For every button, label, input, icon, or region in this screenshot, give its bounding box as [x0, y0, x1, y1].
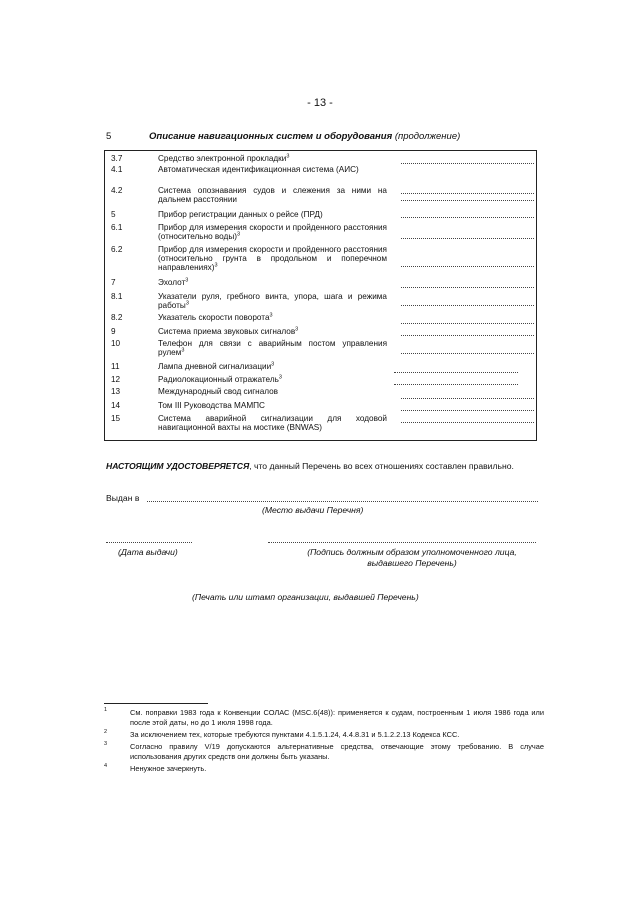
section-continuation: (продолжение)	[394, 131, 461, 142]
item-text: Средство электронной прокладки$^3$	[158, 153, 290, 163]
certification-rest: , что данный Перечень во всех отношениях составлен правильно.	[249, 461, 514, 471]
issue-date-caption: (Дата выдачи)	[118, 547, 178, 557]
equipment-table	[104, 150, 537, 441]
issue-place-field[interactable]	[147, 501, 538, 502]
item-number: 15	[111, 414, 121, 423]
entry-line[interactable]	[394, 383, 518, 385]
item-text: Телефон для связи с аварийным постом управления рулем$^3$	[158, 339, 387, 357]
item-text: Лампа дневной сигнализации$^3$	[158, 361, 275, 371]
entry-line[interactable]	[401, 352, 534, 354]
item-number: 7	[111, 278, 116, 287]
seal-caption: (Печать или штамп организации, выдавшей Перечень)	[192, 592, 419, 602]
footnote-mark: 1	[104, 707, 108, 713]
signature-field[interactable]	[268, 542, 536, 543]
issued-at-label: Выдан в	[106, 493, 140, 503]
item-text: Том III Руководства МАМПС	[158, 401, 265, 410]
item-text: Прибор регистрации данных о рейсе (ПРД)	[158, 210, 323, 219]
footnote-mark: 3	[104, 741, 108, 747]
item-number: 14	[111, 401, 121, 410]
item-text: Радиолокационный отражатель$^3$	[158, 374, 282, 384]
item-text: Автоматическая идентификационная система (АИС)	[158, 165, 359, 174]
footnote-text: См. поправки 1983 года к Конвенции СОЛАС (MSC.6(48)): применяется к судам, построенным 1 июля 1986 года или после этой даты, но до 1 июля 1998 года.	[130, 708, 544, 727]
entry-line[interactable]	[401, 192, 534, 194]
footnote-mark: 2	[104, 729, 108, 735]
entry-line[interactable]	[401, 397, 534, 399]
entry-line[interactable]	[401, 265, 534, 267]
entry-line[interactable]	[394, 371, 518, 373]
item-text: Прибор для измерения скорости и пройденного расстояния (относительно грунта в продольном и поперечном направлениях)$^3$	[158, 245, 387, 272]
item-text: Указатели руля, гребного винта, упора, шага и режима работы$^3$	[158, 292, 387, 310]
entry-line[interactable]	[401, 199, 534, 201]
item-text: Система приема звуковых сигналов$^3$	[158, 326, 299, 336]
section-number: 5	[106, 131, 112, 142]
item-number: 12	[111, 375, 121, 384]
item-number: 6.2	[111, 245, 123, 254]
section-title-text: Описание навигационных систем и оборудования	[149, 131, 393, 142]
certification-statement	[106, 461, 514, 471]
entry-line[interactable]	[401, 334, 534, 336]
entry-line[interactable]	[401, 322, 534, 324]
entry-line[interactable]	[401, 237, 534, 239]
item-number: 5	[111, 210, 116, 219]
entry-line[interactable]	[401, 286, 534, 288]
footnote-divider	[104, 703, 208, 704]
entry-line[interactable]	[401, 421, 534, 423]
page-number: - 13 -	[307, 97, 333, 109]
item-number: 4.1	[111, 165, 123, 174]
issue-date-field[interactable]	[106, 542, 192, 543]
item-text: Указатель скорости поворота$^3$	[158, 312, 273, 322]
item-text: Эхолот$^3$	[158, 277, 189, 287]
signature-caption: (Подпись должным образом уполномоченного лица, выдавшего Перечень)	[307, 547, 517, 568]
item-text: Международный свод сигналов	[158, 387, 279, 396]
entry-line[interactable]	[401, 216, 534, 218]
item-text: Система аварийной сигнализации для ходовой навигационной вахты на мостике (BNWAS)	[158, 414, 387, 432]
footnote-text: Ненужное зачеркнуть.	[130, 764, 207, 773]
section-title	[149, 131, 460, 142]
item-number: 11	[111, 362, 120, 371]
entry-line[interactable]	[401, 162, 534, 164]
item-number: 3.7	[111, 154, 123, 163]
entry-line[interactable]	[401, 304, 534, 306]
certification-lead: НАСТОЯЩИМ УДОСТОВЕРЯЕТСЯ	[106, 461, 250, 471]
item-number: 10	[111, 339, 121, 348]
entry-line[interactable]	[401, 409, 534, 411]
footnote-text: За исключением тех, которые требуются пунктами 4.1.5.1.24, 4.4.8.31 и 5.1.2.2.13 Кодекса КСС.	[130, 730, 460, 739]
item-number: 13	[111, 387, 121, 396]
item-text: Система опознавания судов и слежения за ними на дальнем расстоянии	[158, 186, 387, 204]
issue-place-caption: (Место выдачи Перечня)	[262, 505, 364, 515]
item-text: Прибор для измерения скорости и пройденного расстояния (относительно воды)$^3$	[158, 223, 387, 241]
item-number: 4.2	[111, 186, 123, 195]
footnote-mark: 4	[104, 763, 108, 769]
item-number: 8.1	[111, 292, 123, 301]
footnote-text: Согласно правилу V/19 допускаются альтернативные средства, отвечающие этому требованию. В случае использования других средств они должны быть указаны.	[130, 742, 544, 761]
item-number: 6.1	[111, 223, 123, 232]
item-number: 8.2	[111, 313, 123, 322]
item-number: 9	[111, 327, 116, 336]
